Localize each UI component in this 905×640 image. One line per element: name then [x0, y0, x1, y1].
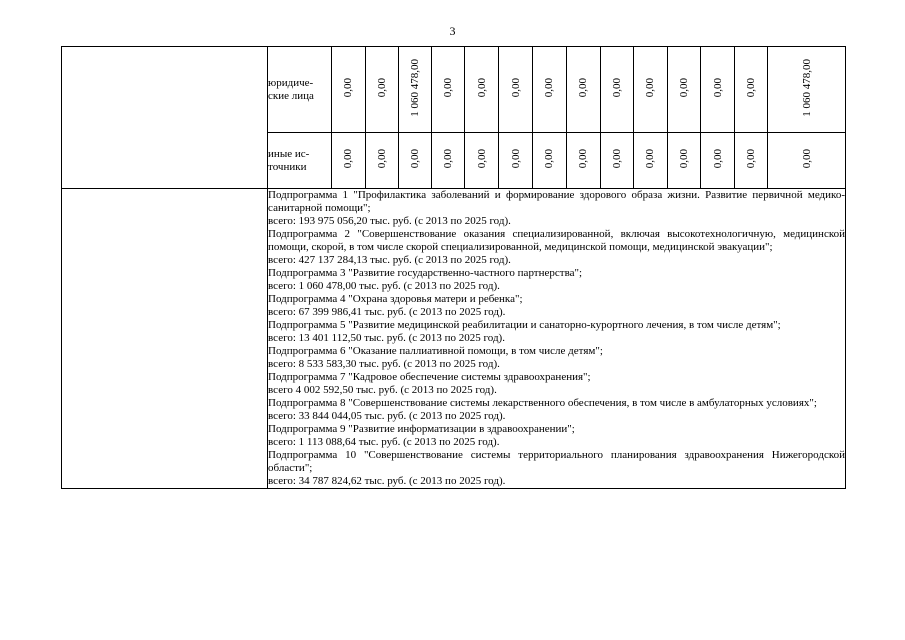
- value-cell: [701, 133, 735, 189]
- subprogram-total: всего: 67 399 986,41 тыс. руб. (с 2013 по 2025 год).: [268, 306, 506, 318]
- value-cell: [465, 133, 499, 189]
- subprogram-total: всего: 1 060 478,00 тыс. руб. (с 2013 по 2025 год).: [268, 280, 500, 292]
- subprogram-title: Подпрограмма 1 "Профилактика заболеваний и формирование здорового образа жизни. Развитие первичной медико-санитарной помощи";: [268, 189, 845, 214]
- value-text: 1 060 478,00: [800, 58, 813, 117]
- value-text: 0,00: [745, 148, 758, 169]
- value-text: 0,00: [441, 77, 454, 98]
- subprogram-title: Подпрограмма 4 "Охрана здоровья матери и ребенка";: [268, 293, 523, 305]
- subprogram-total: всего: 13 401 112,50 тыс. руб. (с 2013 по 2025 год).: [268, 332, 505, 344]
- value-text: 0,00: [441, 148, 454, 169]
- value-cell: [735, 133, 768, 189]
- value-text: 0,00: [678, 77, 691, 98]
- value-text: 0,00: [644, 148, 657, 169]
- value-text: 0,00: [475, 77, 488, 98]
- value-cell: [600, 133, 633, 189]
- subprogram-7: [268, 371, 845, 397]
- subprogram-title: Подпрограмма 9 "Развитие информатизации в здравоохранении";: [268, 423, 575, 435]
- value-cell: [566, 133, 600, 189]
- value-text: 0,00: [375, 77, 388, 98]
- value-cell: [633, 47, 667, 133]
- value-cell: [465, 47, 499, 133]
- row-label-other-sources: иные ис-точники: [268, 133, 332, 189]
- value-text: 0,00: [475, 148, 488, 169]
- subprogram-title: Подпрограмма 6 "Оказание паллиативной помощи, в том числе детям";: [268, 345, 603, 357]
- value-text: 0,00: [678, 148, 691, 169]
- value-text: 0,00: [610, 148, 623, 169]
- subprogram-10: [268, 449, 845, 488]
- value-text: 0,00: [342, 148, 355, 169]
- value-cell: [533, 47, 566, 133]
- value-text: 0,00: [509, 77, 522, 98]
- value-text: 0,00: [711, 148, 724, 169]
- subprogram-title: Подпрограмма 2 "Совершенствование оказания специализированной, включая высокотехнологичную, медицинской помощи, скорой, в том числе скорой специализированной, медицинской помощи, медицинской эвакуации";: [268, 228, 845, 253]
- subprogram-4: [268, 293, 845, 319]
- value-cell: [398, 47, 431, 133]
- subprogram-total: всего: 427 137 284,13 тыс. руб. (с 2013 по 2025 год).: [268, 254, 511, 266]
- value-text: 0,00: [800, 148, 813, 169]
- value-cell: [701, 47, 735, 133]
- value-cell: [431, 133, 464, 189]
- value-cell: [332, 133, 365, 189]
- value-text: 0,00: [577, 148, 590, 169]
- subprogram-title: Подпрограмма 10 "Совершенствование системы территориального планирования здравоохранения Нижегородской области";: [268, 449, 845, 474]
- value-text: 0,00: [711, 77, 724, 98]
- subprograms-cell: [268, 189, 846, 489]
- subprogram-total: всего: 1 113 088,64 тыс. руб. (с 2013 по 2025 год).: [268, 436, 500, 448]
- subprogram-total: всего: 8 533 583,30 тыс. руб. (с 2013 по 2025 год).: [268, 358, 500, 370]
- value-cell: [332, 47, 365, 133]
- value-cell: [633, 133, 667, 189]
- value-text: 0,00: [342, 77, 355, 98]
- table-row-legal-entities: [62, 47, 846, 133]
- subprogram-2: [268, 228, 845, 267]
- subprogram-9: [268, 423, 845, 449]
- value-text: 0,00: [610, 77, 623, 98]
- value-text: 0,00: [543, 77, 556, 98]
- value-cell: [499, 133, 533, 189]
- value-cell: [566, 47, 600, 133]
- value-cell-total: [768, 133, 846, 189]
- value-text: 0,00: [745, 77, 758, 98]
- subprogram-title: Подпрограмма 3 "Развитие государственно-частного партнерства";: [268, 267, 583, 279]
- value-text: 0,00: [509, 148, 522, 169]
- subprogram-5: [268, 319, 845, 345]
- subprogram-title: Подпрограмма 5 "Развитие медицинской реабилитации и санаторно-курортного лечения, в том числе детям";: [268, 319, 781, 331]
- subprogram-title: Подпрограмма 8 "Совершенствование системы лекарственного обеспечения, в том числе в амбулаторных условиях";: [268, 397, 817, 409]
- subprogram-total: всего: 34 787 824,62 тыс. руб. (с 2013 по 2025 год).: [268, 475, 506, 487]
- value-text: 0,00: [375, 148, 388, 169]
- value-text: 0,00: [577, 77, 590, 98]
- value-cell: [398, 133, 431, 189]
- value-cell: [365, 133, 398, 189]
- value-cell: [668, 133, 701, 189]
- subprogram-total: всего: 33 844 044,05 тыс. руб. (с 2013 по 2025 год).: [268, 410, 506, 422]
- value-cell: [533, 133, 566, 189]
- subprogram-total: всего: 193 975 056,20 тыс. руб. (с 2013 по 2025 год).: [268, 215, 511, 227]
- value-text: 0,00: [644, 77, 657, 98]
- value-text: 1 060 478,00: [408, 58, 421, 117]
- value-cell: [668, 47, 701, 133]
- value-cell: [600, 47, 633, 133]
- empty-left-cell: [62, 47, 268, 189]
- value-cell: [365, 47, 398, 133]
- empty-left-cell: [62, 189, 268, 489]
- row-label-legal-entities: юридиче-ские лица: [268, 47, 332, 133]
- subprogram-8: [268, 397, 845, 423]
- value-cell-total: [768, 47, 846, 133]
- value-cell: [735, 47, 768, 133]
- budget-table: [61, 46, 846, 489]
- value-cell: [499, 47, 533, 133]
- value-text: 0,00: [408, 148, 421, 169]
- subprogram-6: [268, 345, 845, 371]
- value-text: 0,00: [543, 148, 556, 169]
- subprogram-3: [268, 267, 845, 293]
- subprogram-1: [268, 189, 845, 228]
- value-cell: [431, 47, 464, 133]
- table-row-subprograms: [62, 189, 846, 489]
- subprogram-title: Подпрограмма 7 "Кадровое обеспечение системы здравоохранения";: [268, 371, 591, 383]
- page-number: 3: [449, 24, 456, 38]
- subprogram-total: всего 4 002 592,50 тыс. руб. (с 2013 по 2025 год).: [268, 384, 497, 396]
